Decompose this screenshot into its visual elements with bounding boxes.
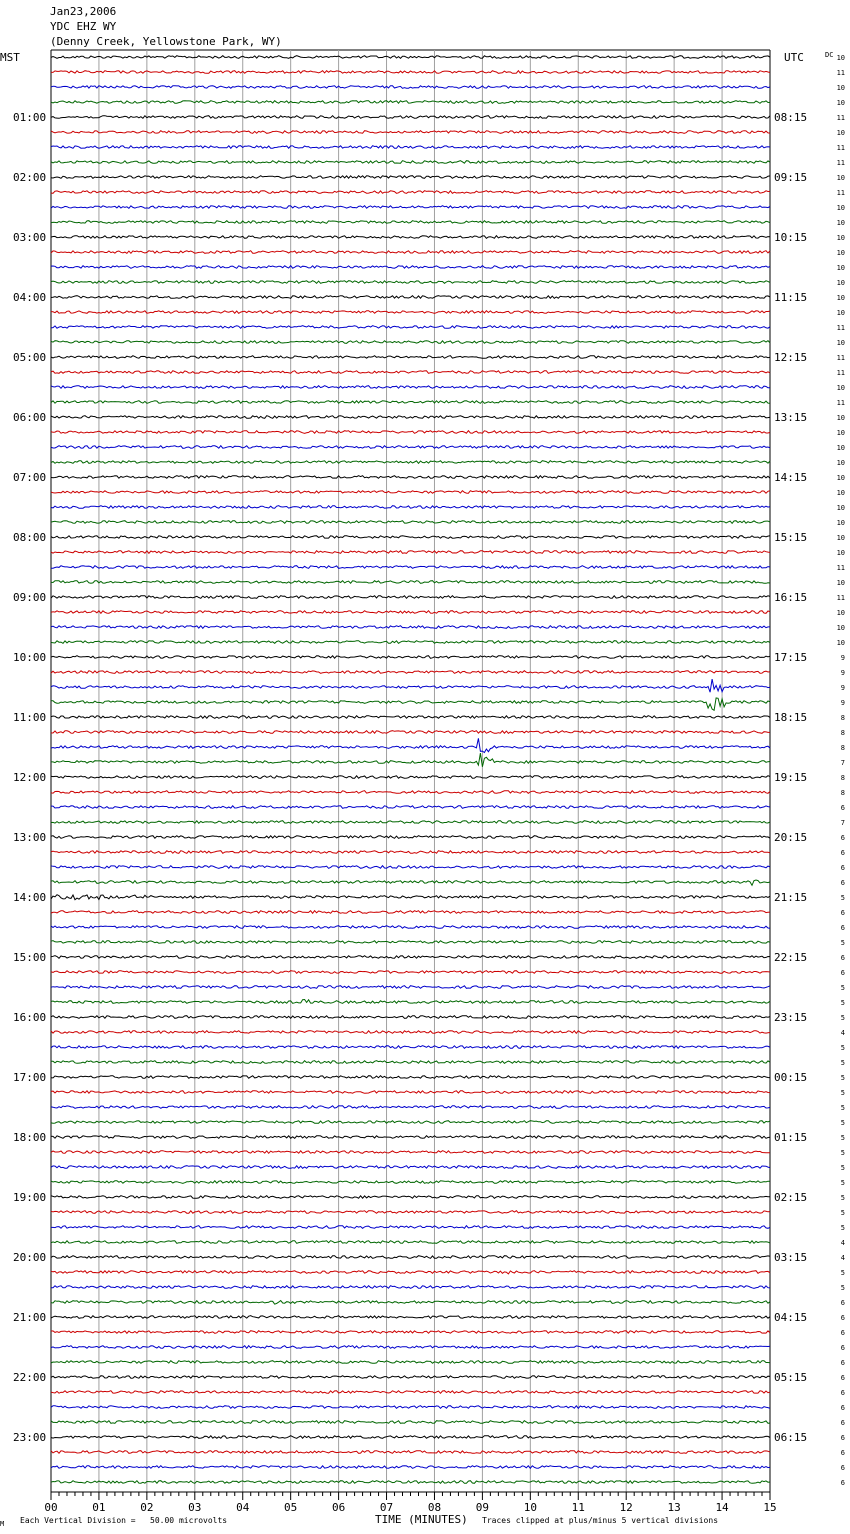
left-hour-label: 08:00 xyxy=(13,531,47,544)
trace-row xyxy=(51,1301,770,1305)
trace-row xyxy=(51,86,770,89)
right-hour-label: 03:15 xyxy=(774,1251,808,1264)
right-hour-label: 20:15 xyxy=(774,831,808,844)
dc-offset-value: 6 xyxy=(840,909,845,917)
trace-row xyxy=(51,656,770,659)
x-tick-label: 08 xyxy=(427,1501,442,1514)
x-axis-title: TIME (MINUTES) xyxy=(375,1513,468,1526)
dc-offset-value: 10 xyxy=(836,264,845,272)
dc-offset-value: 10 xyxy=(836,459,845,467)
left-hour-labels xyxy=(13,111,46,1444)
trace-row xyxy=(51,206,770,209)
trace-row xyxy=(51,1136,770,1139)
dc-offset-value: 5 xyxy=(840,1104,845,1112)
trace-row xyxy=(51,716,770,719)
trace-row xyxy=(51,836,770,839)
trace-row xyxy=(51,311,770,314)
right-hour-label: 01:15 xyxy=(774,1131,808,1144)
trace-row xyxy=(51,1181,770,1184)
x-tick-label: 04 xyxy=(236,1501,250,1514)
dc-offset-value: 6 xyxy=(840,849,845,857)
trace-row xyxy=(51,1091,770,1094)
dc-offset-value: 10 xyxy=(836,279,845,287)
dc-offset-value: 10 xyxy=(836,444,845,452)
dc-offset-value: 11 xyxy=(836,114,845,122)
trace-row xyxy=(51,956,770,959)
dc-offset-value: 10 xyxy=(836,249,845,257)
right-hour-label: 12:15 xyxy=(774,351,808,364)
x-axis xyxy=(44,1492,776,1514)
x-tick-label: 01 xyxy=(92,1501,106,1514)
left-hour-label: 14:00 xyxy=(13,891,47,904)
trace-row xyxy=(51,1106,770,1109)
trace-row xyxy=(51,1421,770,1424)
left-zone-label: MST xyxy=(0,51,20,64)
dc-offset-value: 8 xyxy=(840,744,845,752)
trace-row xyxy=(51,446,770,449)
dc-offset-value: 5 xyxy=(840,1089,845,1097)
right-hour-label: 08:15 xyxy=(774,111,808,124)
right-hour-label: 04:15 xyxy=(774,1311,808,1324)
dc-offset-value: 10 xyxy=(836,534,845,542)
trace-row xyxy=(51,738,770,752)
dc-offset-value: 6 xyxy=(840,1299,845,1307)
left-hour-label: 09:00 xyxy=(13,591,47,604)
trace-row xyxy=(51,679,770,692)
left-hour-label: 04:00 xyxy=(13,291,47,304)
trace-row xyxy=(51,1391,770,1394)
trace-row xyxy=(51,641,770,644)
dc-offset-value: 10 xyxy=(836,474,845,482)
dc-offset-value: 6 xyxy=(840,1449,845,1457)
dc-offset-value: 6 xyxy=(840,1479,845,1487)
trace-row xyxy=(51,671,770,674)
trace-row xyxy=(51,236,770,239)
trace-row xyxy=(51,101,770,104)
dc-offset-value: 10 xyxy=(836,519,845,527)
right-hour-label: 09:15 xyxy=(774,171,808,184)
trace-row xyxy=(51,476,770,479)
trace-row xyxy=(51,1166,770,1169)
dc-offset-value: 11 xyxy=(836,369,845,377)
trace-row xyxy=(51,911,770,914)
dc-offset-value: 10 xyxy=(836,624,845,632)
dc-offset-value: 4 xyxy=(840,1029,845,1037)
right-hour-label: 05:15 xyxy=(774,1371,808,1384)
dc-offset-value: 5 xyxy=(840,1179,845,1187)
dc-offset-value: 11 xyxy=(836,354,845,362)
right-hour-label: 23:15 xyxy=(774,1011,808,1024)
trace-row xyxy=(51,895,770,900)
trace-row xyxy=(51,1466,770,1469)
dc-offset-value: 6 xyxy=(840,1374,845,1382)
trace-row xyxy=(51,296,770,299)
x-tick-label: 14 xyxy=(715,1501,729,1514)
dc-offset-value: 11 xyxy=(836,594,845,602)
dc-offset-value: 5 xyxy=(840,1044,845,1052)
trace-row xyxy=(51,341,770,344)
left-hour-label: 18:00 xyxy=(13,1131,47,1144)
dc-offset-value: 6 xyxy=(840,969,845,977)
right-hour-label: 13:15 xyxy=(774,411,808,424)
dc-offset-value: 6 xyxy=(840,1344,845,1352)
trace-row xyxy=(51,71,770,74)
left-hour-label: 07:00 xyxy=(13,471,47,484)
x-tick-label: 13 xyxy=(667,1501,681,1514)
plot-date: Jan23,2006 xyxy=(50,5,117,18)
dc-offset-value: 6 xyxy=(840,1464,845,1472)
dc-offset-value: 8 xyxy=(840,729,845,737)
trace-row xyxy=(51,266,770,269)
trace-row xyxy=(51,776,770,779)
trace-row xyxy=(51,1226,770,1229)
dc-offset-value: 6 xyxy=(840,924,845,932)
x-tick-label: 02 xyxy=(140,1501,154,1514)
dc-offset-value: 8 xyxy=(840,714,845,722)
trace-row xyxy=(51,521,770,524)
trace-row xyxy=(51,371,770,374)
dc-offset-value: 10 xyxy=(836,309,845,317)
left-hour-label: 19:00 xyxy=(13,1191,47,1204)
dc-offset-value: 10 xyxy=(836,639,845,647)
left-hour-label: 01:00 xyxy=(13,111,47,124)
right-hour-label: 22:15 xyxy=(774,951,808,964)
dc-offset-value: 11 xyxy=(836,144,845,152)
dc-offset-value: 10 xyxy=(836,54,845,62)
dc-offset-value: 11 xyxy=(836,189,845,197)
dc-offset-value: 4 xyxy=(840,1254,845,1262)
dc-offset-value: 9 xyxy=(840,684,845,692)
dc-offset-value: 5 xyxy=(840,939,845,947)
dc-offset-value: 5 xyxy=(840,1209,845,1217)
dc-offset-value: 5 xyxy=(840,894,845,902)
dc-offset-value: 10 xyxy=(836,174,845,182)
trace-row xyxy=(51,851,770,854)
trace-row xyxy=(51,821,770,824)
trace-row xyxy=(51,491,770,494)
dc-offset-value: 7 xyxy=(840,819,845,827)
left-hour-label: 21:00 xyxy=(13,1311,47,1324)
trace-row xyxy=(51,1016,770,1019)
trace-row xyxy=(51,1196,770,1199)
trace-row xyxy=(51,1000,770,1004)
trace-row xyxy=(51,551,770,554)
dc-offset-value: 8 xyxy=(840,789,845,797)
dc-offset-value: 10 xyxy=(836,579,845,587)
dc-offset-value: 5 xyxy=(840,1284,845,1292)
dc-offset-value: 7 xyxy=(840,759,845,767)
dc-offset-value: 6 xyxy=(840,1389,845,1397)
dc-offset-value: 11 xyxy=(836,324,845,332)
dc-offset-value: 6 xyxy=(840,834,845,842)
trace-row xyxy=(51,1151,770,1154)
dc-offset-value: 10 xyxy=(836,84,845,92)
right-hour-label: 14:15 xyxy=(774,471,808,484)
dc-offset-value: 10 xyxy=(836,204,845,212)
left-hour-label: 06:00 xyxy=(13,411,47,424)
left-hour-label: 11:00 xyxy=(13,711,47,724)
trace-row xyxy=(51,1331,770,1334)
trace-row xyxy=(51,731,770,734)
trace-row xyxy=(51,1451,770,1454)
dc-offset-value: 5 xyxy=(840,1164,845,1172)
trace-row xyxy=(51,806,770,809)
trace-row xyxy=(51,401,770,404)
trace-row xyxy=(51,431,770,434)
right-hour-label: 15:15 xyxy=(774,531,808,544)
station-location: (Denny Creek, Yellowstone Park, WY) xyxy=(50,35,282,48)
trace-row xyxy=(51,56,770,59)
dc-offset-value: 10 xyxy=(836,219,845,227)
dc-offset-value: 6 xyxy=(840,879,845,887)
right-hour-label: 02:15 xyxy=(774,1191,808,1204)
trace-row xyxy=(51,281,770,284)
dc-offset-value: 10 xyxy=(836,234,845,242)
dc-offset-value: 10 xyxy=(836,294,845,302)
right-hour-label: 06:15 xyxy=(774,1431,808,1444)
right-hour-label: 19:15 xyxy=(774,771,808,784)
trace-row xyxy=(51,986,770,989)
trace-row xyxy=(51,461,770,464)
left-hour-label: 17:00 xyxy=(13,1071,47,1084)
x-tick-label: 12 xyxy=(619,1501,633,1514)
right-hour-label: 10:15 xyxy=(774,231,808,244)
dc-offset-value: 5 xyxy=(840,1119,845,1127)
dc-offset-value: 6 xyxy=(840,804,845,812)
dc-offset-value: 5 xyxy=(840,1059,845,1067)
trace-row xyxy=(51,866,770,869)
dc-offset-value: 9 xyxy=(840,654,845,662)
trace-row xyxy=(51,1436,770,1439)
trace-row xyxy=(51,1046,770,1049)
dc-offset-value: 9 xyxy=(840,699,845,707)
dc-offset-value: 5 xyxy=(840,999,845,1007)
dc-offset-value: 6 xyxy=(840,954,845,962)
left-hour-label: 10:00 xyxy=(13,651,47,664)
right-hour-label: 00:15 xyxy=(774,1071,808,1084)
trace-row xyxy=(51,971,770,974)
trace-row xyxy=(51,1241,770,1244)
dc-offset-value: 6 xyxy=(840,1359,845,1367)
dc-offset-value: 10 xyxy=(836,489,845,497)
dc-offset-value: 10 xyxy=(836,504,845,512)
right-hour-label: 16:15 xyxy=(774,591,808,604)
trace-row xyxy=(51,1376,770,1379)
dc-offset-labels xyxy=(837,54,845,1487)
dc-offset-value: 6 xyxy=(840,1329,845,1337)
x-tick-label: 03 xyxy=(188,1501,202,1514)
left-hour-label: 03:00 xyxy=(13,231,47,244)
trace-row xyxy=(51,506,770,509)
x-tick-label: 10 xyxy=(523,1501,537,1514)
trace-row xyxy=(51,1121,770,1124)
trace-row xyxy=(51,596,770,599)
dc-offset-value: 10 xyxy=(836,129,845,137)
dc-offset-value: 5 xyxy=(840,1014,845,1022)
dc-offset-value: 4 xyxy=(840,1239,845,1247)
trace-row xyxy=(51,131,770,134)
trace-row xyxy=(51,416,770,419)
x-tick-label: 15 xyxy=(763,1501,777,1514)
dc-offset-value: 6 xyxy=(840,1404,845,1412)
right-hour-label: 17:15 xyxy=(774,651,808,664)
x-tick-label: 09 xyxy=(475,1501,490,1514)
trace-row xyxy=(51,1316,770,1319)
dc-offset-value: 10 xyxy=(836,549,845,557)
dc-offset-value: 6 xyxy=(840,1314,845,1322)
trace-row xyxy=(51,611,770,614)
scale-note: Each Vertical Division = 50.00 microvolts xyxy=(20,1516,228,1525)
trace-row xyxy=(51,566,770,569)
clip-note: Traces clipped at plus/minus 5 vertical divisions xyxy=(482,1516,719,1525)
left-hour-label: 20:00 xyxy=(13,1251,47,1264)
trace-row xyxy=(51,1346,770,1349)
trace-row xyxy=(51,176,770,179)
trace-row xyxy=(51,698,770,710)
trace-row xyxy=(51,1256,770,1259)
dc-offset-value: 10 xyxy=(836,99,845,107)
dc-offset-value: 9 xyxy=(840,669,845,677)
trace-row xyxy=(51,880,770,885)
dc-offset-value: 8 xyxy=(840,774,845,782)
x-tick-label: 06 xyxy=(331,1501,346,1514)
trace-row xyxy=(51,326,770,329)
dc-offset-value: 11 xyxy=(836,69,845,77)
right-hour-label: 11:15 xyxy=(774,291,808,304)
dc-offset-value: 10 xyxy=(836,609,845,617)
left-hour-label: 05:00 xyxy=(13,351,47,364)
trace-row xyxy=(51,926,770,929)
trace-row xyxy=(51,1271,770,1274)
trace-row xyxy=(51,1076,770,1079)
corner-mark: M xyxy=(0,1520,5,1528)
x-tick-label: 00 xyxy=(44,1501,58,1514)
trace-row xyxy=(51,221,770,224)
dc-offset-value: 10 xyxy=(836,339,845,347)
left-hour-label: 02:00 xyxy=(13,171,47,184)
right-hour-labels xyxy=(774,111,807,1444)
trace-row xyxy=(51,626,770,629)
dc-offset-value: 11 xyxy=(836,564,845,572)
trace-row xyxy=(51,1031,770,1034)
dc-offset-value: 5 xyxy=(840,1149,845,1157)
dc-offset-value: 6 xyxy=(840,864,845,872)
left-hour-label: 16:00 xyxy=(13,1011,47,1024)
left-hour-label: 13:00 xyxy=(13,831,47,844)
left-hour-label: 22:00 xyxy=(13,1371,47,1384)
dc-offset-value: 5 xyxy=(840,1269,845,1277)
trace-row xyxy=(51,1481,770,1484)
dc-offset-value: 5 xyxy=(840,984,845,992)
left-hour-label: 23:00 xyxy=(13,1431,47,1444)
trace-row xyxy=(51,146,770,149)
trace-row xyxy=(51,941,770,944)
left-hour-label: 12:00 xyxy=(13,771,47,784)
trace-row xyxy=(51,1406,770,1409)
dc-offset-value: 5 xyxy=(840,1224,845,1232)
dc-offset-value: 6 xyxy=(840,1434,845,1442)
trace-row xyxy=(51,1211,770,1214)
trace-row xyxy=(51,791,770,794)
trace-row xyxy=(51,1361,770,1364)
trace-row xyxy=(51,116,770,119)
dc-offset-value: 5 xyxy=(840,1194,845,1202)
dc-offset-value: 10 xyxy=(836,414,845,422)
trace-row xyxy=(51,1061,770,1064)
x-tick-label: 11 xyxy=(571,1501,585,1514)
right-hour-label: 18:15 xyxy=(774,711,808,724)
trace-group xyxy=(51,56,770,1484)
trace-row xyxy=(51,536,770,539)
right-hour-label: 21:15 xyxy=(774,891,808,904)
left-hour-label: 15:00 xyxy=(13,951,47,964)
x-tick-label: 07 xyxy=(379,1501,394,1514)
trace-row xyxy=(51,191,770,194)
trace-row xyxy=(51,161,770,164)
dc-offset-value: 11 xyxy=(836,399,845,407)
dc-offset-value: 5 xyxy=(840,1074,845,1082)
x-tick-label: 05 xyxy=(284,1501,298,1514)
trace-row xyxy=(51,1286,770,1289)
trace-row xyxy=(51,753,770,767)
trace-row xyxy=(51,581,770,584)
trace-row xyxy=(51,356,770,359)
dc-label: DC xyxy=(825,51,834,59)
trace-row xyxy=(51,251,770,254)
dc-offset-value: 5 xyxy=(840,1134,845,1142)
trace-row xyxy=(51,386,770,389)
dc-offset-value: 11 xyxy=(836,159,845,167)
dc-offset-value: 10 xyxy=(836,384,845,392)
station-id: YDC EHZ WY xyxy=(50,20,117,33)
dc-offset-value: 6 xyxy=(840,1419,845,1427)
dc-offset-value: 10 xyxy=(836,429,845,437)
right-zone-label: UTC xyxy=(784,51,804,64)
